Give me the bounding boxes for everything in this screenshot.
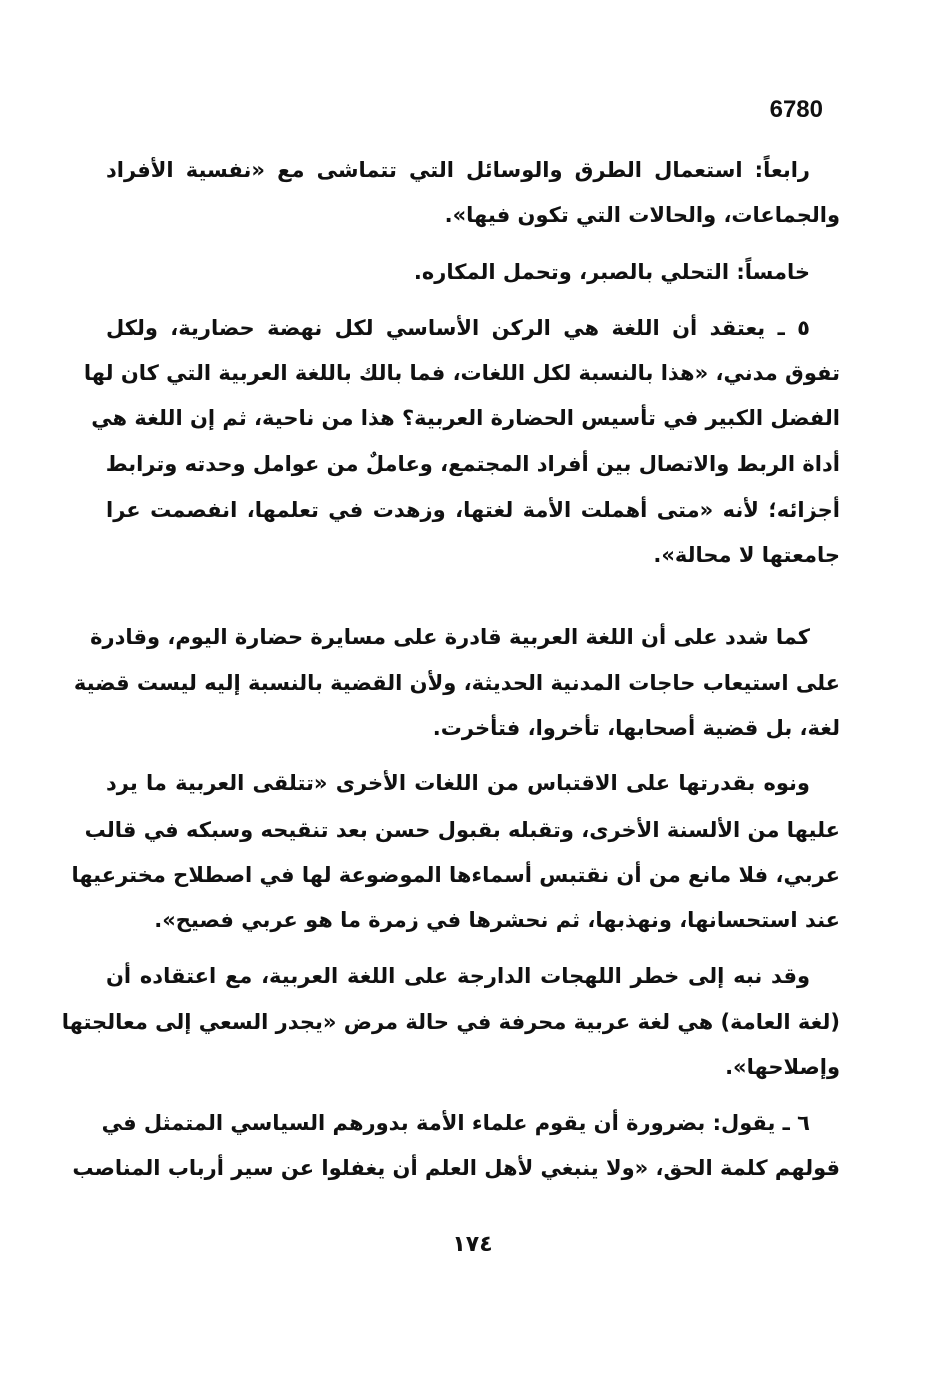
text-line: ٥ ـ يعتقد أن اللغة هي الركن الأساسي لكل نهضة حضارية، ولكل xyxy=(106,316,810,340)
document-number: 6780 xyxy=(769,96,823,123)
text-line: خامساً: التحلي بالصبر، وتحمل المكاره. xyxy=(413,260,810,284)
text-line: عربي، فلا مانع من أن نقتبس أسماءها الموضوعة لها في اصطلاح مخترعيها xyxy=(71,863,840,887)
text-line: (لغة العامة) هي لغة عربية محرفة في حالة مرض «يجدر السعي إلى معالجتها xyxy=(61,1010,840,1034)
text-line: أجزائه؛ لأنه «متى أهملت الأمة لغتها، وزهدت في تعلمها، انفصمت عرا xyxy=(106,498,840,522)
text-line: قولهم كلمة الحق، «ولا ينبغي لأهل العلم أن يغفلوا عن سير أرباب المناصب xyxy=(72,1156,840,1180)
text-line: عند استحسانها، ونهذبها، ثم نحشرها في زمرة ما هو عربي فصيح». xyxy=(154,908,840,932)
text-line: جامعتها لا محالة». xyxy=(653,543,840,567)
text-line: على استيعاب حاجات المدنية الحديثة، ولأن القضية بالنسبة إليه ليست قضية xyxy=(73,671,840,695)
text-line: لغة، بل قضية أصحابها، تأخروا، فتأخرت. xyxy=(432,716,840,740)
text-line: الفضل الكبير في تأسيس الحضارة العربية؟ هذا من ناحية، ثم إن اللغة هي xyxy=(91,406,840,430)
text-line: وإصلاحها». xyxy=(725,1055,840,1079)
text-line: رابعاً: استعمال الطرق والوسائل التي تتماشى مع «نفسية الأفراد xyxy=(106,158,810,182)
text-line: عليها من الألسنة الأخرى، وتقبله بقبول حسن بعد تنقيحه وسبكه في قالب xyxy=(84,818,840,842)
text-line: أداة الربط والاتصال بين أفراد المجتمع، وعاملٌ من عوامل وحدته وترابط xyxy=(105,452,840,476)
text-line: ونوه بقدرتها على الاقتباس من اللغات الأخرى «تتلقى العربية ما يرد xyxy=(106,771,810,795)
text-line: كما شدد على أن اللغة العربية قادرة على مسايرة حضارة اليوم، وقادرة xyxy=(90,625,810,649)
page-number: ١٧٤ xyxy=(452,1232,493,1257)
text-line: والجماعات، والحالات التي تكون فيها». xyxy=(444,203,840,227)
text-line: تفوق مدني، «هذا بالنسبة لكل اللغات، فما بالك باللغة العربية التي كان لها xyxy=(83,361,840,385)
text-line: ٦ ـ يقول: بضرورة أن يقوم علماء الأمة بدورهم السياسي المتمثل في xyxy=(101,1111,810,1135)
text-line: وقد نبه إلى خطر اللهجات الدارجة على اللغة العربية، مع اعتقاده أن xyxy=(106,964,810,988)
